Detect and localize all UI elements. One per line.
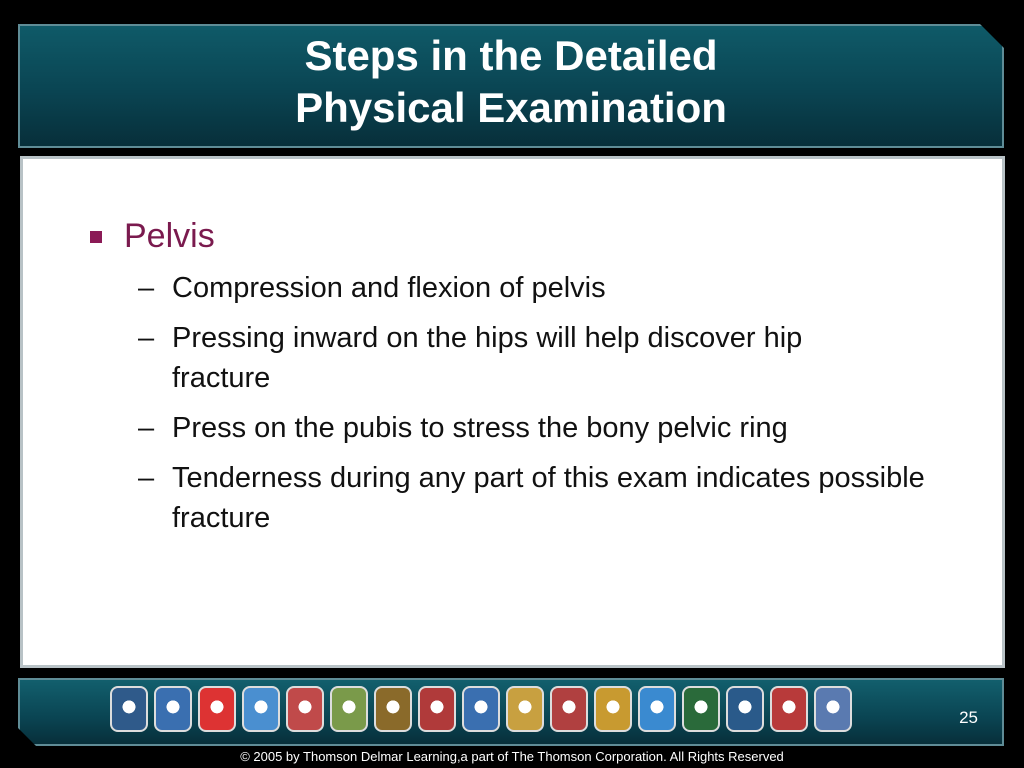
ems-patch-icon [638, 686, 676, 732]
ems-patch-icon [506, 686, 544, 732]
subbullet-item: – Press on the pubis to stress the bony pelvic ring [138, 408, 958, 448]
page-number: 25 [959, 708, 978, 727]
ems-patch-icon [770, 686, 808, 732]
ems-patch-icon [682, 686, 720, 732]
bullet-item [90, 214, 215, 258]
title-line-2: Physical Examination [295, 84, 727, 131]
subbullet-list [138, 268, 958, 548]
ems-patch-icon [110, 686, 148, 732]
ems-patch-icon [418, 686, 456, 732]
subbullet-item: – Compression and flexion of pelvis [138, 268, 958, 308]
ems-patch-icon [814, 686, 852, 732]
subbullet-text: Compression and flexion of pelvis [172, 272, 606, 304]
subbullet-text: Tenderness during any part of this exam indicates possible fracture [172, 462, 925, 534]
ems-patch-icon [726, 686, 764, 732]
ems-patch-icon [462, 686, 500, 732]
title-line-1: Steps in the Detailed [304, 32, 718, 79]
slide-title [18, 30, 1004, 134]
copyright-text: © 2005 by Thomson Delmar Learning,a part of The Thomson Corporation. All Rights Reserved [240, 749, 784, 764]
subbullet-item: – Tenderness during any part of this exam indicates possible fracture [138, 458, 958, 538]
bullet-label: Pelvis [124, 217, 215, 255]
ems-patch-icon [242, 686, 280, 732]
ems-patch-icon [286, 686, 324, 732]
ems-patch-icon [594, 686, 632, 732]
ems-patch-icon [330, 686, 368, 732]
ems-patch-icon [550, 686, 588, 732]
subbullet-item: – Pressing inward on the hips will help discover hip fracture [138, 318, 868, 398]
square-bullet-icon [90, 231, 102, 243]
subbullet-text: Press on the pubis to stress the bony pelvic ring [172, 412, 788, 444]
subbullet-text: Pressing inward on the hips will help discover hip fracture [172, 322, 803, 394]
ems-patch-row [110, 686, 852, 732]
ems-patch-icon [374, 686, 412, 732]
ems-patch-icon [198, 686, 236, 732]
ems-patch-icon [154, 686, 192, 732]
